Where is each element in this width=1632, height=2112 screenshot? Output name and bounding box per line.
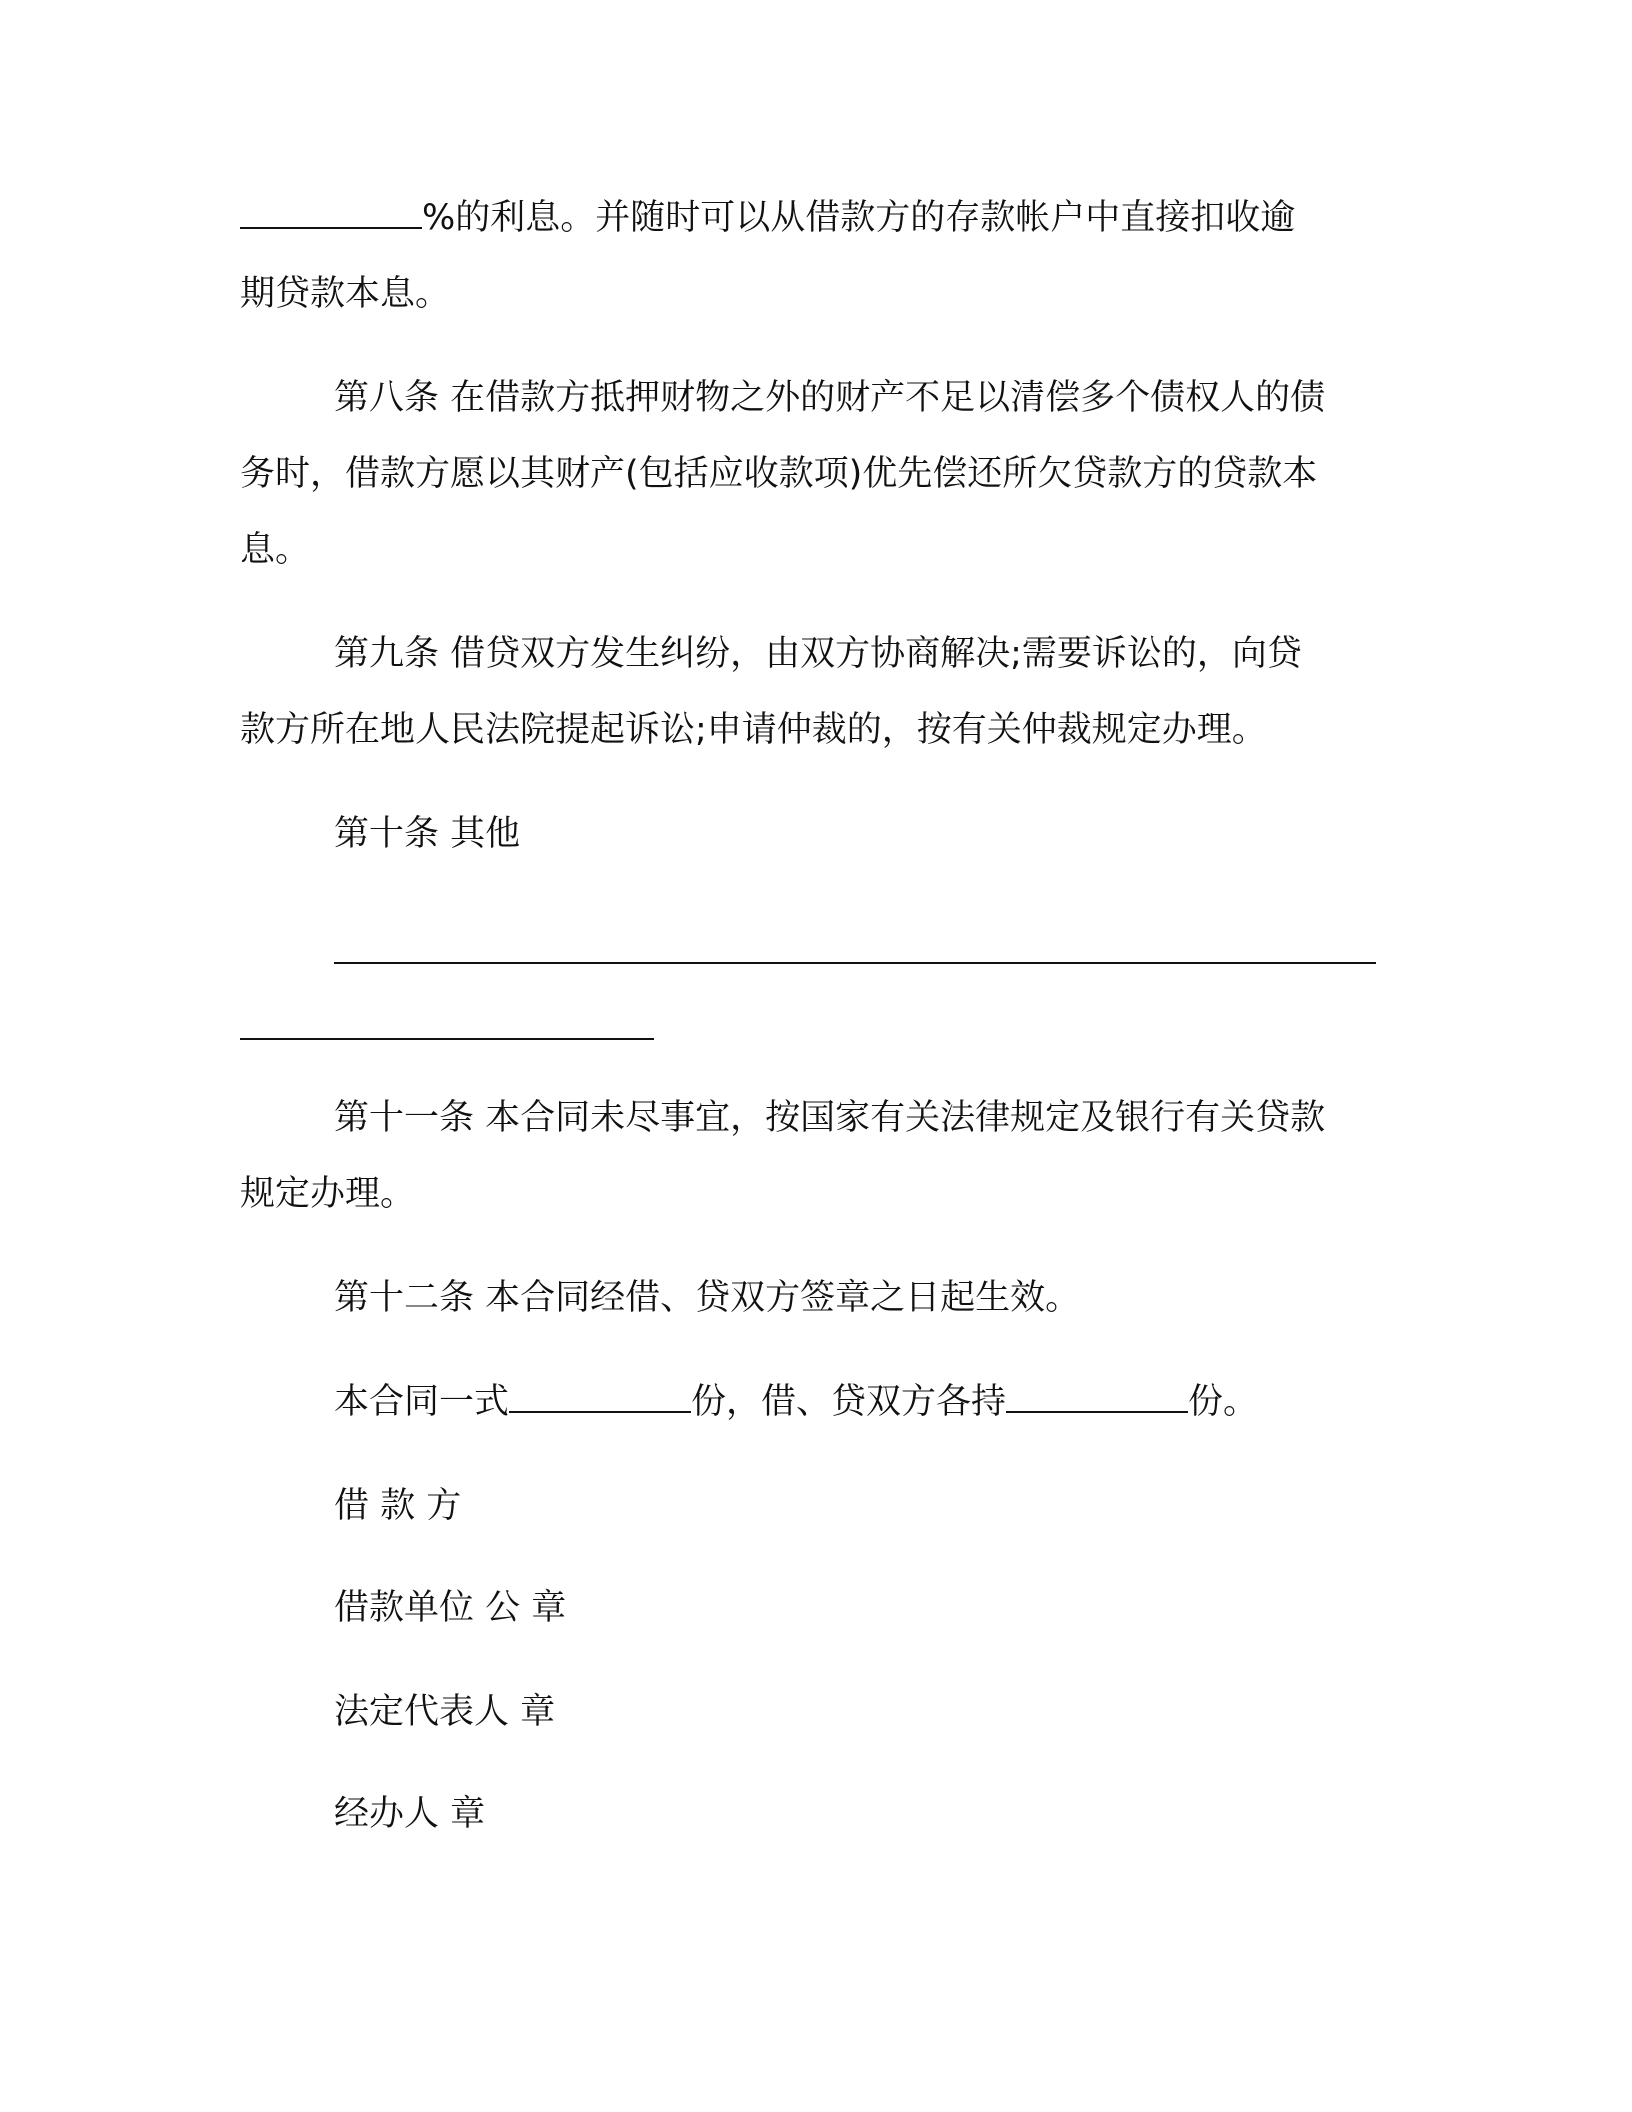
signature-borrower: 借 款 方 — [334, 1486, 462, 1526]
article-9-line-1: 第九条 借贷双方发生纠纷，由双方协商解决;需要诉讼的，向贷 — [334, 634, 1302, 674]
doc-line-art7-2: 期贷款本息。 — [240, 274, 451, 314]
copies-each-blank[interactable] — [1006, 1381, 1188, 1413]
copies-suffix: 份。 — [1188, 1382, 1259, 1422]
article-12-line-1: 第十二条 本合同经借、贷双方签章之日起生效。 — [334, 1278, 1081, 1318]
rate-blank[interactable] — [240, 197, 422, 229]
copies-total-blank[interactable] — [509, 1381, 691, 1413]
other-terms-blank-line-1[interactable] — [334, 962, 1376, 964]
art7-text-1: %的利息。并随时可以从借款方的存款帐户中直接扣收逾 — [422, 198, 1296, 238]
article-8-line-1: 第八条 在借款方抵押财物之外的财产不足以清偿多个债权人的债 — [334, 378, 1326, 418]
signature-legal-rep: 法定代表人 章 — [334, 1692, 556, 1732]
signature-handler: 经办人 章 — [334, 1794, 486, 1834]
copies-prefix: 本合同一式 — [334, 1382, 510, 1422]
article-11-line-2: 规定办理。 — [240, 1174, 416, 1214]
other-terms-blank-line-2[interactable] — [240, 1038, 654, 1040]
doc-line-art7-1 — [240, 194, 1295, 242]
signature-unit-seal: 借款单位 公 章 — [334, 1588, 567, 1628]
copies-middle: 份，借、贷双方各持 — [691, 1382, 1007, 1422]
article-9-line-2: 款方所在地人民法院提起诉讼;申请仲裁的，按有关仲裁规定办理。 — [240, 710, 1267, 750]
article-10-heading: 第十条 其他 — [334, 814, 521, 854]
copies-line — [334, 1378, 1258, 1426]
article-11-line-1: 第十一条 本合同未尽事宜，按国家有关法律规定及银行有关贷款 — [334, 1098, 1326, 1138]
article-8-line-2: 务时，借款方愿以其财产(包括应收款项)优先偿还所欠贷款方的贷款本 — [240, 454, 1318, 494]
article-8-line-3: 息。 — [240, 530, 311, 570]
